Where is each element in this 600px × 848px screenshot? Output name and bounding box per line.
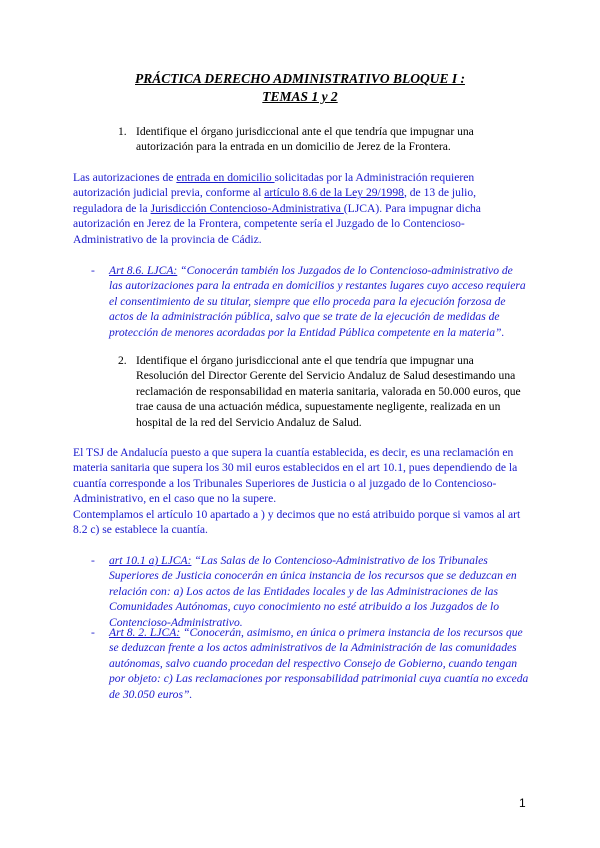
answer-1-text-c: , de 13 de julio, reguladora de la [73, 186, 477, 215]
link-articulo-8-6[interactable]: artículo 8.6 de la Ley 29/1998 [264, 186, 404, 200]
bullet-3-text: “Conocerán, asimismo, en única o primera instancia de los recursos que se deduzcan frente a los actos administrativos de la Administración de las comunidades autónomas, salvo cuando procedan del respectivo Consejo de Gobierno, cuando tengan por objeto: c) Las reclamaciones por responsabilidad patrimonial cuya cuantía no exceda de 30.050 euros”. [109, 626, 529, 701]
bullet-dash-3: - [91, 626, 95, 639]
link-jurisdiccion[interactable]: Jurisdicción Contencioso-Administrativa [150, 201, 344, 215]
title-line-2: TEMAS 1 y 2 [262, 89, 338, 104]
bullet-1-ref: Art 8.6. LJCA: [109, 264, 178, 277]
bullet-dash-2: - [91, 554, 95, 567]
question-2-number: 2. [118, 354, 127, 367]
answer-1-text-d: (LJCA). Para impugnar dicha autorización en Jerez de la Frontera, competente sería el Juzgado de lo Contencioso-Administrativo de la provincia de Cádiz. [73, 201, 481, 246]
page-title [0, 70, 600, 106]
answer-2-paragraph-2: Contemplamos el artículo 10 apartado a ) y decimos que no está atribuido porque si vamos al art 8.2 c) se establece la cuantía. [73, 508, 521, 537]
question-1-text: Identifique el órgano jurisdiccional ante el que tendría que impugnar una autorización para la entrada en un domicilio de Jerez de la Frontera. [136, 125, 474, 154]
answer-1-text-a: Las autorizaciones de [73, 171, 177, 184]
bullet-art-8-2 [109, 625, 529, 702]
bullet-3-ref: Art 8. 2. LJCA: [109, 626, 181, 639]
bullet-art-10-1 [109, 553, 529, 630]
answer-2-paragraph-1: El TSJ de Andalucía puesto a que supera la cuantía establecida, es decir, es una reclamación en materia sanitaria que supera los 30 mil euros establecidos en el art 10.1, pues dependiendo de la cuantía corresponde a los Tribunales Superiores de Justicia o al juzgado de lo Contencioso-Administrativo, en el caso que no la supere. [73, 446, 518, 506]
question-2-text: Identifique el órgano jurisdiccional ante el que tendría que impugnar una Resolución del Director Gerente del Servicio Andaluz de Salud desestimando una reclamación de responsabilidad en materia sanitaria, valorada en 50.000 euros, que trae causa de una actuación médica, supuestamente negligente, realizada en un hospital de la red del Servicio Andaluz de Salud. [136, 354, 521, 429]
answer-1-text-b: solicitadas por la Administración requieren autorización judicial previa, conforme al [73, 171, 475, 200]
bullet-1-text: “Conocerán también los Juzgados de lo Contencioso-administrativo de las autorizaciones para la entrada en domicilios y restantes lugares cuyo acceso requiera el consentimiento de su titular, siempre que ello proceda para la ejecución forzosa de actos de la administración pública, salvo que se trate de la ejecución de medidas de protección de menores acordadas por la Entidad Pública competente en la materia”. [109, 264, 526, 339]
bullet-2-text: “Las Salas de lo Contencioso-Administrativo de los Tribunales Superiores de Justicia conocerán en única instancia de los recursos que se deduzcan en relación con: a) Los actos de las Entidades locales y de las Administraciones de las Comunidades Autónomas, cuyo conocimiento no esté atribuido a los Juzgados de lo Contencioso-Administrativo. [109, 554, 517, 629]
link-entrada-domicilio[interactable]: entrada en domicilio [176, 171, 275, 184]
title-line-1: PRÁCTICA DERECHO ADMINISTRATIVO BLOQUE I : [135, 71, 465, 86]
page-number: 1 [519, 796, 526, 810]
bullet-2-ref: art 10.1 a) LJCA: [109, 554, 192, 567]
answer-1-paragraph [73, 170, 519, 247]
bullet-art-8-6 [109, 263, 529, 340]
bullet-dash-1: - [91, 264, 95, 277]
question-1-number: 1. [118, 125, 127, 138]
